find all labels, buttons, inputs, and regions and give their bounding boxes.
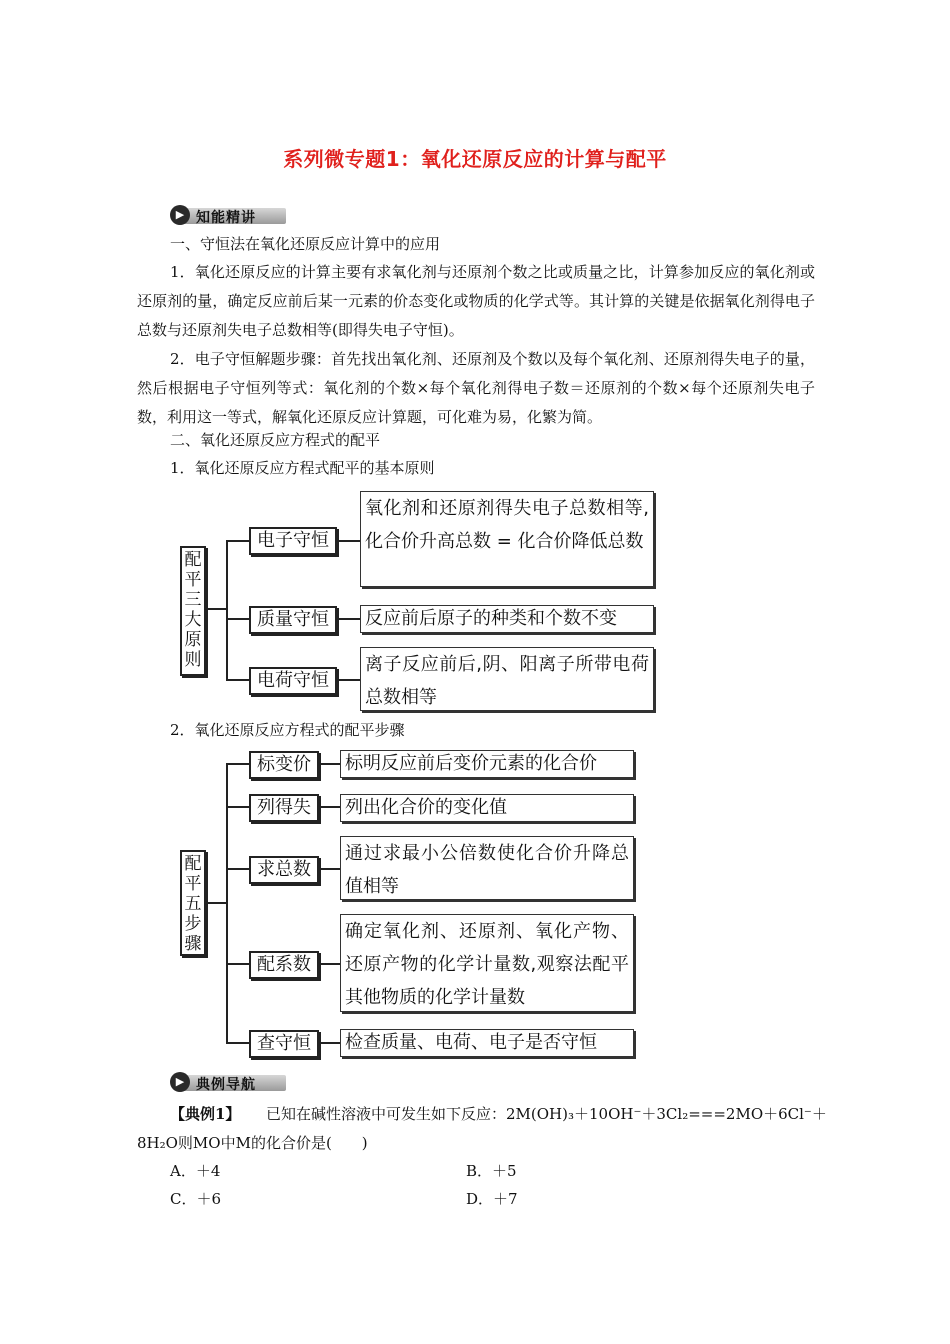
connector [320, 806, 340, 808]
connector [226, 963, 250, 965]
principle-charge-desc: 离子反应前后,阴、阳离子所带电荷总数相等 [360, 647, 654, 711]
paragraph-2: 2．电子守恒解题步骤：首先找出氧化剂、还原剂及个数以及每个氧化剂、还原剂得失电子的量，然后根据电子守恒列等式：氧化剂的个数×每个氧化剂得电子数＝还原剂的个数×每个还原剂失电子数，利用这一等式，解氧化还原反应计算题，可化难为易，化繁为简。 [137, 350, 815, 426]
principle-mass [249, 606, 337, 634]
step-label: 求总数 [257, 859, 311, 880]
step-list-change-desc: 列出化合价的变化值 [340, 794, 634, 822]
step-find-total-desc: 通过求最小公倍数使化合价升降总值相等 [340, 836, 634, 900]
connector [207, 902, 227, 904]
step-mark-valence [249, 751, 319, 779]
root-text: 配平三大原则 [184, 550, 202, 670]
connector [226, 868, 250, 870]
step-check [249, 1030, 319, 1058]
banner-label: 知能精讲 [196, 210, 256, 226]
option-label: A． [170, 1162, 196, 1180]
principle-mass-desc: 反应前后原子的种类和个数不变 [360, 605, 654, 633]
principle-electron [249, 527, 337, 555]
paragraph-1: 1．氧化还原反应的计算主要有求氧化剂与还原剂个数之比或质量之比，计算参加反应的氧化剂或还原剂的量，确定反应前后某一元素的价态变化或物质的化学式等。其计算的关键是依据氧化剂得电子总数与还原剂失电子总数相等(即得失电子守恒)。 [137, 263, 815, 339]
diagram-root-label [180, 850, 206, 956]
subheading-principles: 1．氧化还原反应方程式配平的基本原则 [170, 459, 435, 477]
step-coefficients-desc: 确定氧化剂、还原剂、氧化产物、还原产物的化学计量数,观察法配平其他物质的化学计量数 [340, 914, 634, 1012]
connector [338, 679, 360, 681]
step-find-total [249, 856, 319, 884]
connector [320, 763, 340, 765]
connector [320, 1042, 340, 1044]
root-text: 配平五步骤 [184, 854, 202, 954]
option-label: B． [466, 1162, 493, 1180]
connector [226, 618, 250, 620]
principle-charge [249, 667, 337, 695]
connector [338, 540, 360, 542]
connector [226, 540, 250, 542]
example-stem-line1: 已知在碱性溶液中可发生如下反应：2M(OH)₃＋10OH⁻＋3Cl₂===2MO＋6Cl⁻＋ [266, 1105, 827, 1123]
step-label: 列得失 [257, 797, 311, 818]
option-c[interactable] [170, 1189, 221, 1209]
option-d[interactable] [466, 1189, 518, 1209]
connector [226, 806, 250, 808]
step-list-change [249, 794, 319, 822]
principle-electron-desc: 氧化剂和还原剂得失电子总数相等,化合价升高总数 = 化合价降低总数 [360, 491, 654, 587]
banner-label: 典例导航 [196, 1077, 256, 1093]
connector [226, 540, 228, 680]
example-stem-line2: 8H₂O则MO中M的化合价是( ) [137, 1134, 368, 1152]
option-value: ＋6 [196, 1190, 222, 1208]
connector [226, 679, 250, 681]
section-banner-knowledge [170, 205, 288, 225]
step-check-desc: 检查质量、电荷、电子是否守恒 [340, 1029, 634, 1057]
step-label: 标变价 [257, 754, 311, 775]
option-value: ＋5 [492, 1162, 517, 1180]
diagram-root-label [180, 546, 206, 676]
page-title: 系列微专题1：氧化还原反应的计算与配平 [283, 147, 667, 171]
step-label: 查守恒 [257, 1033, 311, 1054]
option-label: C． [170, 1190, 197, 1208]
connector [338, 618, 360, 620]
option-label: D． [466, 1190, 494, 1208]
step-label: 配系数 [257, 954, 311, 975]
connector [226, 763, 228, 1043]
subheading-steps: 2．氧化还原反应方程式的配平步骤 [170, 721, 405, 739]
principle-label: 电子守恒 [257, 530, 329, 551]
arrow-right-icon: ▶ [170, 1072, 190, 1092]
example-tag: 【典例1】 [170, 1105, 241, 1123]
principle-label: 质量守恒 [257, 609, 329, 630]
option-b[interactable] [466, 1161, 517, 1181]
connector [320, 868, 340, 870]
section-banner-example [170, 1072, 288, 1092]
step-coefficients [249, 951, 319, 979]
option-value: ＋7 [493, 1190, 518, 1208]
heading-conservation: 一、守恒法在氧化还原反应计算中的应用 [170, 235, 441, 253]
connector [226, 1042, 250, 1044]
step-mark-valence-desc: 标明反应前后变价元素的化合价 [340, 750, 634, 778]
option-a[interactable] [170, 1161, 220, 1181]
option-value: ＋4 [195, 1162, 221, 1180]
connector [207, 608, 227, 610]
heading-balancing: 二、氧化还原反应方程式的配平 [170, 431, 381, 449]
connector [320, 963, 340, 965]
arrow-right-icon: ▶ [170, 205, 190, 225]
connector [226, 763, 250, 765]
principle-label: 电荷守恒 [257, 670, 329, 691]
